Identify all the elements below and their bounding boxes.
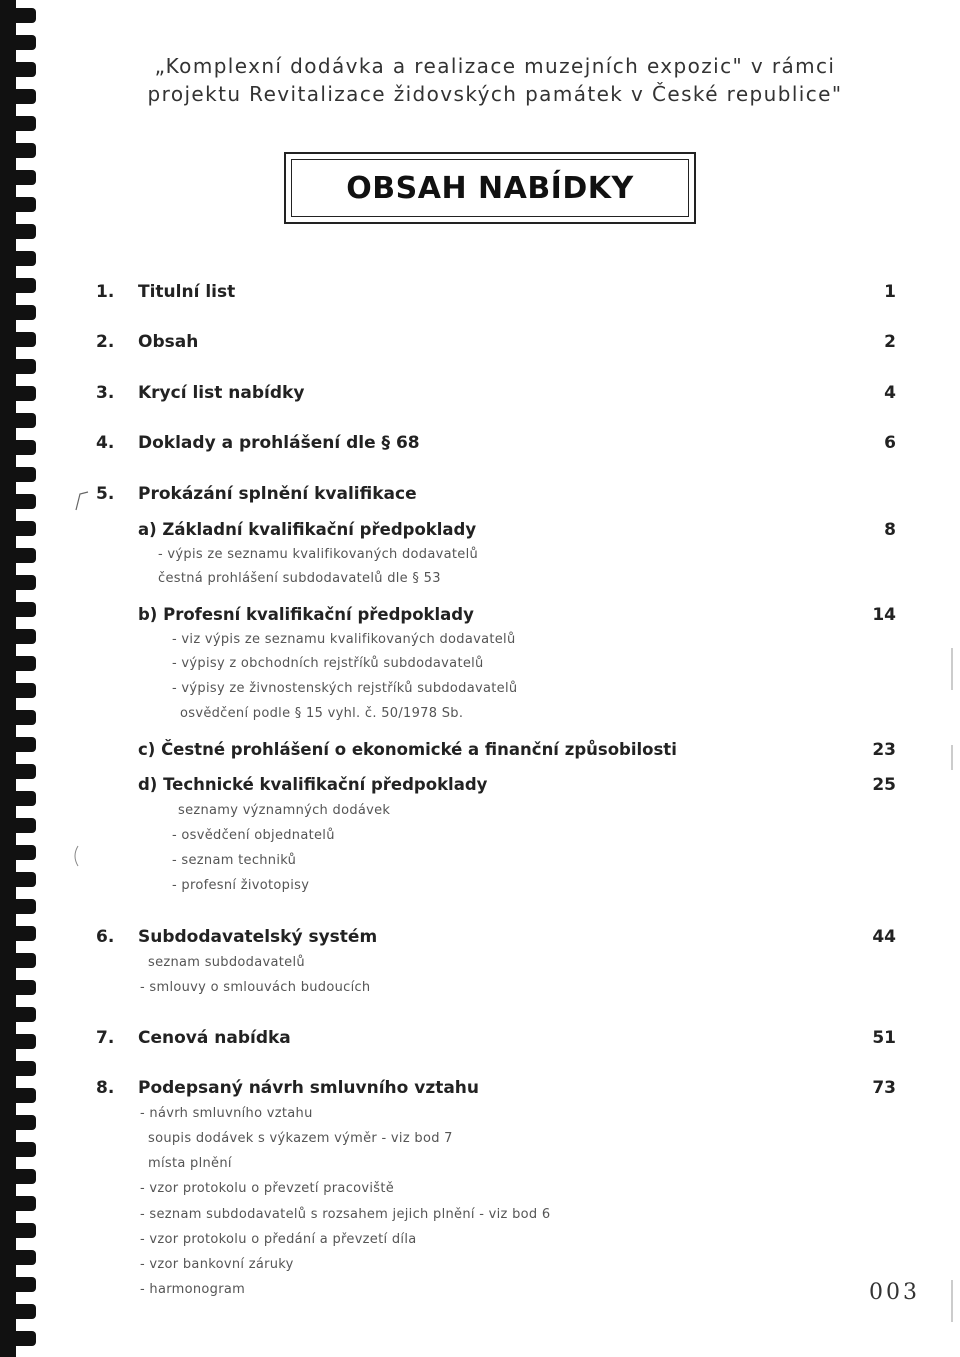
toc-sub-page: 14 (872, 605, 896, 625)
toc-sub-label: b) Profesní kvalifikační předpoklady (138, 605, 474, 624)
toc-sub-page: 8 (884, 520, 896, 540)
toc-detail-line: čestná prohlášení subdodavatelů dle § 53 (158, 571, 441, 586)
toc-row-7 (96, 1028, 896, 1054)
toc-row-page: 73 (872, 1078, 896, 1098)
toc-detail-line: - výpisy ze živnostenských rejstříků subdodavatelů (172, 681, 518, 696)
toc-detail-line: - vzor protokolu o převzetí pracoviště (140, 1181, 395, 1196)
toc-row-number: 2. (96, 332, 115, 352)
toc-row-page: 4 (884, 383, 896, 403)
toc-sub-a (138, 520, 896, 544)
toc-detail-line: - výpis ze seznamu kvalifikovaných dodavatelů (158, 547, 479, 562)
toc-detail-line: seznam subdodavatelů (148, 955, 305, 970)
header-line-2: projektu Revitalizace židovských památek v České republice" (147, 82, 843, 106)
toc-sub-label: c) Čestné prohlášení o ekonomické a finanční způsobilosti (138, 740, 677, 759)
toc-detail-line: - profesní životopisy (172, 878, 310, 893)
toc-sub-c (138, 740, 896, 764)
toc-detail-line: - harmonogram (140, 1282, 246, 1297)
toc-sub-d (138, 775, 896, 799)
toc-detail-line: soupis dodávek s výkazem výměr - viz bod 7 (148, 1131, 453, 1146)
toc-row-page: 1 (884, 282, 896, 302)
toc-row-page: 2 (884, 332, 896, 352)
toc-detail-line: - smlouvy o smlouvách budoucích (140, 980, 371, 995)
toc-row-5 (96, 484, 896, 510)
toc-row-number: 7. (96, 1028, 115, 1048)
toc-sub-page: 25 (872, 775, 896, 795)
toc-detail-line: místa plnění (148, 1156, 232, 1171)
toc-row-number: 4. (96, 433, 115, 453)
toc-row-page: 44 (872, 927, 896, 947)
toc-row-number: 6. (96, 927, 115, 947)
toc-row-8 (96, 1078, 896, 1104)
toc-detail-line: osvědčení podle § 15 vyhl. č. 50/1978 Sb. (180, 706, 464, 721)
toc-detail-line: seznamy významných dodávek (178, 803, 391, 818)
toc-detail-line: - vzor bankovní záruky (140, 1257, 294, 1272)
toc-row-label: Krycí list nabídky (138, 383, 305, 403)
toc-sub-b (138, 605, 896, 629)
toc-row-2 (96, 332, 896, 358)
header-line-1: „Komplexní dodávka a realizace muzejních expozic" v rámci (154, 54, 836, 78)
toc-row-label: Obsah (138, 332, 199, 352)
toc-row-1 (96, 282, 896, 308)
toc-detail-line: - seznam subdodavatelů s rozsahem jejich plnění - viz bod 6 (140, 1207, 551, 1222)
toc-row-label: Podepsaný návrh smluvního vztahu (138, 1078, 480, 1098)
toc-detail-line: - vzor protokolu o předání a převzetí díla (140, 1232, 417, 1247)
toc-row-label: Doklady a prohlášení dle § 68 (138, 433, 420, 453)
toc-row-label: Subdodavatelský systém (138, 927, 378, 947)
toc-detail-line: - seznam techniků (172, 853, 297, 868)
toc-row-page: 6 (884, 433, 896, 453)
toc-sub-label: d) Technické kvalifikační předpoklady (138, 775, 488, 794)
toc-detail-line: - výpisy z obchodních rejstříků subdodavatelů (172, 656, 484, 671)
toc-row-number: 5. (96, 484, 115, 504)
toc-row-4 (96, 433, 896, 459)
toc-row-number: 8. (96, 1078, 115, 1098)
toc-row-number: 1. (96, 282, 115, 302)
toc-row-3 (96, 383, 896, 409)
toc-row-number: 3. (96, 383, 115, 403)
page-stamp: 003 (869, 1280, 920, 1305)
toc-row-label: Cenová nabídka (138, 1028, 291, 1048)
toc-row-6 (96, 927, 896, 953)
toc-row-label: Titulní list (138, 282, 236, 302)
toc-detail-line: - návrh smluvního vztahu (140, 1106, 313, 1121)
page-title: OBSAH NABÍDKY (346, 170, 634, 206)
toc-sub-label: a) Základní kvalifikační předpoklady (138, 520, 477, 539)
toc-sub-page: 23 (872, 740, 896, 760)
toc-row-label: Prokázání splnění kvalifikace (138, 484, 417, 504)
toc-row-page: 51 (872, 1028, 896, 1048)
toc-detail-line: - osvědčení objednatelů (172, 828, 335, 843)
toc-detail-line: - viz výpis ze seznamu kvalifikovaných dodavatelů (172, 632, 516, 647)
